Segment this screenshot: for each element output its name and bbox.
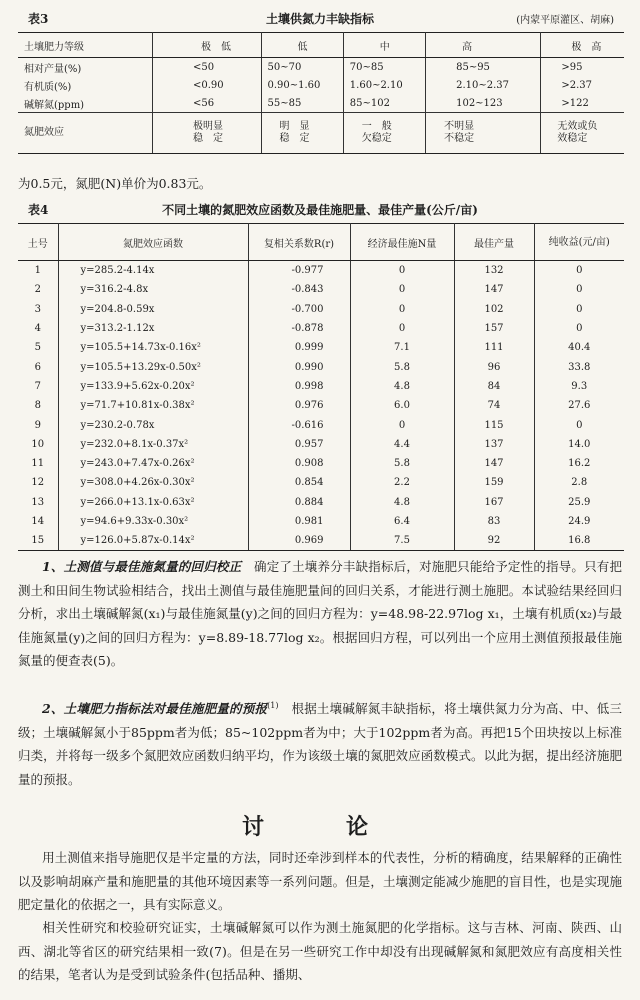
table4-header-cell: 经济最佳施N量: [350, 224, 454, 261]
paragraph-2-heading: 2、土壤肥力指标法对最佳施肥量的预报: [42, 701, 268, 717]
table3-header-cell: 极 高: [541, 33, 624, 58]
table-cell: 0.990: [248, 357, 350, 376]
discussion-paragraph-2: [18, 916, 622, 987]
cell-line: 稳 定: [193, 133, 223, 144]
table4-body: [18, 261, 624, 551]
table-row: [18, 94, 624, 113]
table-cell: 0.998: [248, 377, 350, 396]
table-cell: y=230.2-0.78x: [58, 415, 248, 434]
table-cell: y=316.2-4.8x: [58, 280, 248, 299]
table-row: [18, 493, 624, 512]
table-row: [18, 113, 624, 154]
table-cell: 24.9: [568, 516, 591, 527]
table-cell: y=71.7+10.81x-0.38x²: [58, 396, 248, 415]
table-row: [18, 396, 624, 415]
table-cell: 6.0: [350, 396, 454, 415]
cell-line: 明 显: [279, 121, 310, 132]
table3-label: 表3: [28, 12, 49, 26]
row-label: 碱解氮(ppm): [18, 94, 153, 113]
table3-header-cell: 土壤肥力等级: [18, 33, 153, 58]
table-cell: 2: [18, 280, 58, 299]
table-cell: 70~85: [343, 58, 425, 77]
table-cell: 9.3: [571, 380, 588, 392]
table-row: [18, 531, 624, 551]
discussion-paragraph-1: [18, 846, 622, 917]
table-cell: 27.6: [568, 400, 591, 412]
paragraph-1-heading: 1、土测值与最佳施氮量的回归校正: [42, 559, 242, 574]
cell-line: 一 般: [361, 121, 392, 132]
table-cell: 0: [350, 319, 454, 338]
table-cell: <50: [153, 58, 262, 77]
table-row: [18, 435, 624, 454]
table-cell: y=133.9+5.62x-0.20x²: [58, 377, 248, 396]
table-cell: 157: [454, 319, 534, 338]
cell-line: 稳 定: [279, 133, 310, 144]
table3-header: [18, 33, 624, 58]
table3-note: (内蒙平原灌区、胡麻): [516, 15, 614, 26]
table-cell: y=94.6+9.33x-0.30x²: [58, 512, 248, 531]
table4-header-cell: 土号: [18, 224, 58, 261]
table-cell: 115: [454, 415, 534, 434]
table-row: [18, 76, 624, 94]
table-cell: 0.981: [248, 512, 350, 531]
table-cell: y=126.0+5.87x-0.14x²: [58, 531, 248, 551]
cell-line: 不明显: [444, 121, 475, 132]
table-cell: 7: [18, 377, 58, 396]
table4-header-cell: 复相关系数R(r): [248, 224, 350, 261]
table-cell: 0.884: [248, 493, 350, 512]
table-cell: 9: [18, 415, 58, 434]
table-cell: 85~95: [426, 58, 541, 77]
table-cell: [541, 113, 624, 154]
table4-header: [18, 224, 624, 261]
table-row: [18, 377, 624, 396]
table-cell: -0.843: [248, 280, 350, 299]
table-cell: y=285.2-4.14x: [58, 261, 248, 281]
table3-header-cell: 高: [426, 33, 541, 58]
table-cell: 85~102: [343, 94, 425, 113]
table-cell: 11: [18, 454, 58, 473]
table-cell: 25.9: [568, 496, 591, 508]
row-label: 有机质(%): [18, 76, 153, 94]
table-row: [18, 473, 624, 492]
table-row: [18, 454, 624, 473]
table-cell: 33.8: [568, 361, 591, 373]
table-cell: 2.8: [571, 477, 588, 489]
table-cell: 6.4: [350, 512, 454, 531]
table-cell: 147: [454, 454, 534, 473]
table4-header-cell: 氮肥效应函数: [58, 224, 248, 261]
table-cell: 0.90~1.60: [261, 76, 343, 94]
table-cell: 7.5: [350, 531, 454, 551]
table-cell: [426, 113, 541, 154]
table-row: [18, 261, 624, 281]
table-row: [18, 319, 624, 338]
table-cell: 167: [454, 493, 534, 512]
cell-line: 无效或负: [557, 121, 598, 132]
table-cell: 96: [454, 357, 534, 376]
table-cell: 102~123: [426, 94, 541, 113]
table3-header-cell: 低: [261, 33, 343, 58]
table-cell: 159: [454, 473, 534, 492]
table-cell: 0.969: [248, 531, 350, 551]
table3-header-cell: 中: [343, 33, 425, 58]
table-cell: 14.0: [568, 438, 591, 450]
table-cell: 12: [18, 473, 58, 492]
table-cell: 0: [576, 284, 583, 296]
table-row: [18, 357, 624, 376]
table-cell: 0: [576, 303, 583, 315]
paragraph-1-body: 确定了土壤养分丰缺指标后，对施肥只能给予定性的指导。只有把测土和田间生物试验相结合，找出土测值与最佳施肥量间的回归关系，才能进行测土施肥。本试验结果经回归分析，求出土壤碱解氮(x₁)与最佳施氮量(y)之间的回归方程为：y=48.98-22.97log x₁，土壤有机质(x₂)与最佳施氮量(y)之间的回归方程为：y=8.89-18.77log x₂。根据回归方程，可以列出一个应用土测值预报最佳施氮量的便查表(5)。: [18, 559, 622, 668]
table-row: [18, 58, 624, 77]
table-cell: 1: [18, 261, 58, 281]
table-cell: 3: [18, 300, 58, 319]
table-cell: -0.700: [248, 300, 350, 319]
table-cell: >122: [561, 97, 589, 109]
table-cell: y=232.0+8.1x-0.37x²: [58, 435, 248, 454]
table-cell: <0.90: [153, 76, 262, 94]
table-cell: 14: [18, 512, 58, 531]
table-cell: 102: [454, 300, 534, 319]
table-row: [18, 415, 624, 434]
table-cell: 0: [350, 280, 454, 299]
table-cell: 0: [576, 265, 583, 277]
table-cell: y=105.5+14.73x-0.16x²: [58, 338, 248, 357]
paragraph-2-ref: (1): [267, 701, 279, 710]
table-cell: [343, 113, 425, 154]
table-cell: 0: [576, 323, 583, 335]
table-row: [18, 338, 624, 357]
table-cell: 15: [18, 531, 58, 551]
table-cell: 0: [350, 261, 454, 281]
table-cell: y=243.0+7.47x-0.26x²: [58, 454, 248, 473]
cell-line: 效稳定: [557, 133, 588, 144]
between-text: 为0.5元，氮肥(N)单价为0.83元。: [18, 176, 212, 191]
table-cell: 84: [454, 377, 534, 396]
table-cell: 0: [576, 419, 583, 431]
table-cell: 5: [18, 338, 58, 357]
table-cell: y=204.8-0.59x: [58, 300, 248, 319]
table-cell: [261, 113, 343, 154]
table-cell: 0: [350, 415, 454, 434]
table-cell: 40.4: [568, 342, 591, 354]
table-cell: 4.4: [350, 435, 454, 454]
table3-header-cell: 极 低: [153, 33, 262, 58]
table-cell: 147: [454, 280, 534, 299]
table-cell: 8: [18, 396, 58, 415]
table-cell: 4: [18, 319, 58, 338]
table-cell: 0.957: [248, 435, 350, 454]
table4-label: 表4: [28, 203, 49, 217]
cell-line: 欠稳定: [361, 133, 392, 144]
paragraph-2: [18, 694, 622, 791]
cell-line: 不稳定: [444, 133, 475, 144]
table-cell: [153, 113, 262, 154]
table3: [18, 32, 624, 154]
table-cell: 10: [18, 435, 58, 454]
table-cell: 5.8: [350, 454, 454, 473]
table-cell: 132: [454, 261, 534, 281]
discussion-text-1: 用土测值来指导施肥仅是半定量的方法，同时还牵涉到样本的代表性，分析的精确度，结果解释的正确性以及影响胡麻产量和施肥量的其他环境因素等一系列问题。但是，土壤测定能减少施肥的盲目性，也是实现施肥定量化的依据之一，具有实际意义。: [18, 850, 622, 912]
table-cell: 7.1: [350, 338, 454, 357]
table-cell: 83: [454, 512, 534, 531]
table-cell: 0: [350, 300, 454, 319]
table4: [18, 223, 624, 551]
table-cell: 0.854: [248, 473, 350, 492]
table-cell: y=105.5+13.29x-0.50x²: [58, 357, 248, 376]
row-label: 相对产量(%): [18, 58, 153, 77]
table-cell: 4.8: [350, 377, 454, 396]
table-cell: 74: [454, 396, 534, 415]
table-cell: 13: [18, 493, 58, 512]
table-cell: <56: [153, 94, 262, 113]
table-cell: 0.976: [248, 396, 350, 415]
table-cell: 55~85: [261, 94, 343, 113]
table-cell: 92: [454, 531, 534, 551]
table-row: [18, 280, 624, 299]
table-cell: y=313.2-1.12x: [58, 319, 248, 338]
table-cell: 137: [454, 435, 534, 454]
table-cell: >2.37: [561, 79, 593, 91]
table4-title: 不同土壤的氮肥效应函数及最佳施肥量、最佳产量(公斤/亩): [162, 203, 478, 217]
table4-header-cell: 最佳产量: [454, 224, 534, 261]
discussion-text-2: 相关性研究和校验研究证实，土壤碱解氮可以作为测土施氮肥的化学指标。这与吉林、河南、陕西、山西、湖北等省区的研究结果相一致(7)。但是在另一些研究工作中却没有出现碱解氮和氮肥效应有高度相关性的结果，笔者认为是受到试验条件(包括品种、播期、: [18, 920, 622, 982]
table-row: [18, 512, 624, 531]
cell-line: 极明显: [193, 121, 223, 132]
table-cell: 5.8: [350, 357, 454, 376]
row-label: 氮肥效应: [18, 113, 153, 154]
table-cell: -0.616: [248, 415, 350, 434]
paragraph-1: [18, 555, 622, 673]
table-cell: y=308.0+4.26x-0.30x²: [58, 473, 248, 492]
table-cell: 0.999: [248, 338, 350, 357]
table-cell: 1.60~2.10: [343, 76, 425, 94]
table-cell: 16.2: [568, 458, 591, 470]
table-cell: 2.10~2.37: [426, 76, 541, 94]
table-cell: 2.2: [350, 473, 454, 492]
table-cell: y=266.0+13.1x-0.63x²: [58, 493, 248, 512]
table-cell: 0.908: [248, 454, 350, 473]
table-cell: -0.977: [248, 261, 350, 281]
table-cell: 4.8: [350, 493, 454, 512]
table-cell: 6: [18, 357, 58, 376]
paragraph-2-body: 根据土壤碱解氮丰缺指标，将土壤供氮力分为高、中、低三级；土壤碱解氮小于85ppm者为低；85~102ppm者为中；大于102ppm者为高。再把15个田块按以上标准归类，并将每一级多个氮肥效应函数归纳平均，作为该级土壤的氮肥效应函数模式。以此为据，提出经济施肥量的预报。: [18, 701, 622, 787]
table-cell: 111: [454, 338, 534, 357]
table3-title: 土壤供氮力丰缺指标: [265, 12, 374, 26]
table-cell: -0.878: [248, 319, 350, 338]
discussion-heading: 讨 论: [241, 814, 398, 840]
table4-header-cell: 纯收益(元/亩): [534, 224, 624, 261]
table-row: [18, 300, 624, 319]
table-cell: >95: [561, 61, 583, 73]
table-cell: 50~70: [261, 58, 343, 77]
table-cell: 16.8: [534, 531, 624, 551]
